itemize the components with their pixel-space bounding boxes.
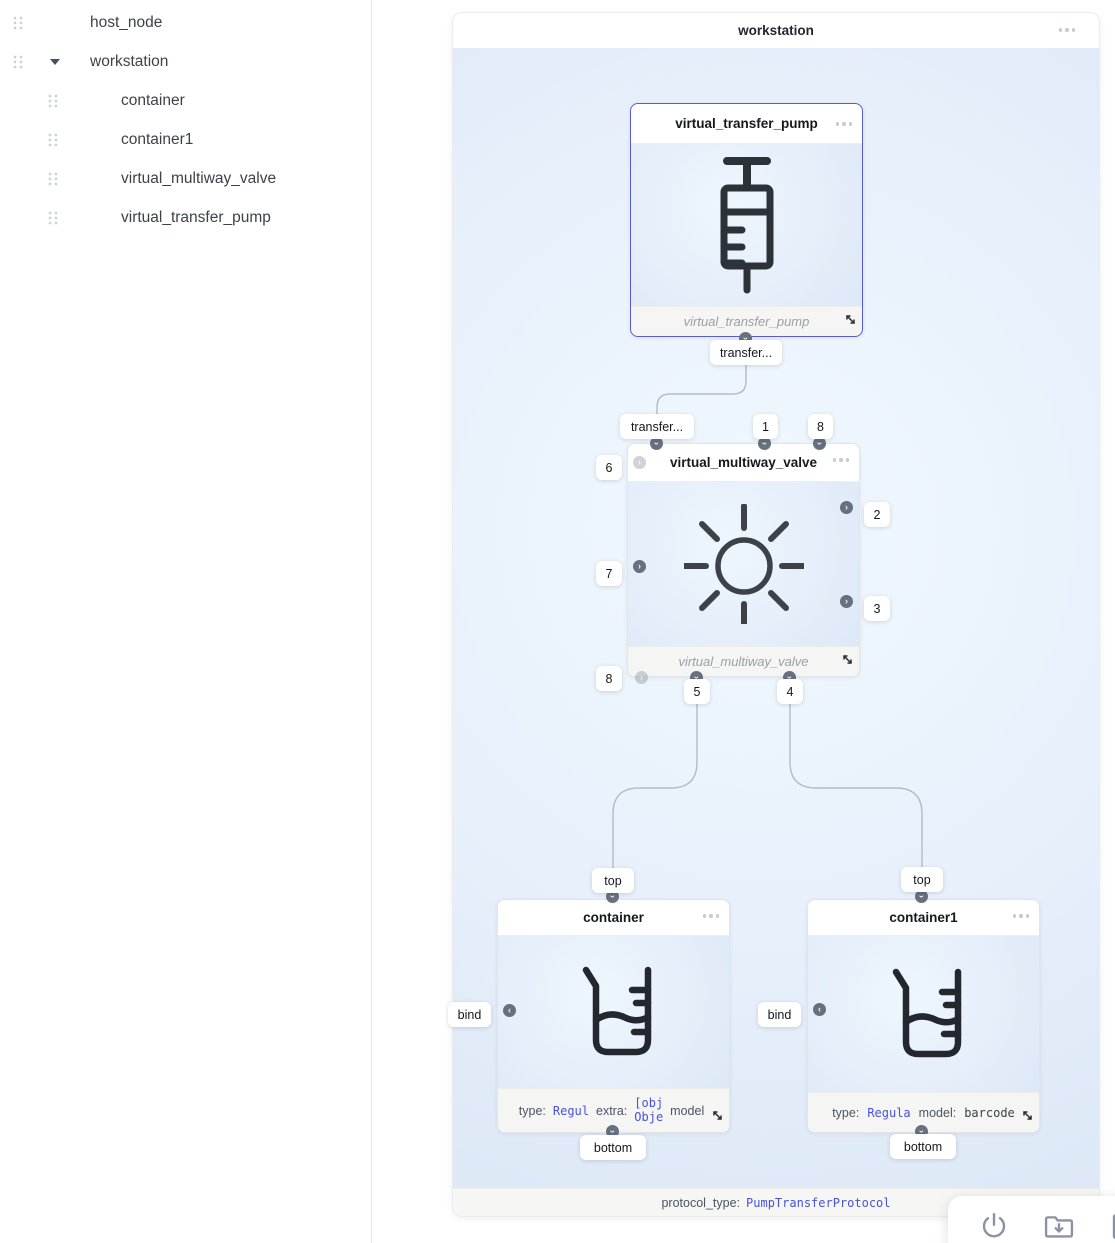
port-label-container-top: top xyxy=(592,868,634,893)
resize-handle-icon[interactable] xyxy=(841,653,854,671)
sidebar-item-host-node[interactable] xyxy=(0,3,370,42)
tree-item-label: container1 xyxy=(121,130,194,148)
node-body xyxy=(628,482,859,646)
sidebar-item-workstation[interactable] xyxy=(0,42,370,81)
node-menu-button[interactable] xyxy=(1013,914,1030,918)
port-label-container1-bottom: bottom xyxy=(890,1134,956,1159)
panel-title: workstation xyxy=(738,23,814,38)
beaker-icon xyxy=(564,962,664,1062)
tree-item-label: virtual_transfer_pump xyxy=(121,208,271,226)
port-label-valve-2: 2 xyxy=(864,502,890,527)
tree-item-label: host_node xyxy=(90,13,163,31)
port-label-container-bind: bind xyxy=(448,1002,491,1027)
syringe-icon xyxy=(701,150,793,300)
model-label: model: xyxy=(918,1105,957,1120)
workstation-panel-header[interactable] xyxy=(453,13,1099,49)
node-menu-button[interactable] xyxy=(833,458,850,462)
drag-handle-icon[interactable] xyxy=(47,132,59,148)
node-title: virtual_transfer_pump xyxy=(675,116,818,131)
type-value: Regula xyxy=(867,1105,911,1120)
node-container1[interactable] xyxy=(807,899,1040,1133)
port-label-valve-4: 4 xyxy=(777,679,803,704)
model-value: barcode xyxy=(964,1105,1015,1120)
tree-item-label: virtual_multiway_valve xyxy=(121,169,277,187)
tree-item-label: workstation xyxy=(90,52,169,70)
drag-handle-icon[interactable] xyxy=(47,93,59,109)
type-label: type: xyxy=(518,1103,546,1118)
save-folder-button[interactable] xyxy=(1043,1211,1075,1241)
drag-handle-icon[interactable] xyxy=(47,210,59,226)
export-file-button[interactable] xyxy=(1109,1211,1115,1241)
file-icon xyxy=(1109,1211,1115,1241)
node-header[interactable] xyxy=(808,900,1039,936)
component-tree-sidebar xyxy=(0,0,372,1243)
port-label-valve-3: 3 xyxy=(864,596,890,621)
port-label-valve-6: 6 xyxy=(596,455,622,480)
extra-value-line1: [obj xyxy=(634,1095,664,1110)
folder-download-icon xyxy=(1043,1211,1075,1241)
type-label: type: xyxy=(832,1105,860,1120)
port-label-pump-transfer: transfer... xyxy=(710,340,782,365)
resize-handle-icon[interactable] xyxy=(844,313,857,331)
node-subtitle: virtual_multiway_valve xyxy=(678,654,809,669)
port-label-container1-bind: bind xyxy=(758,1002,801,1027)
node-virtual-multiway-valve[interactable] xyxy=(627,443,860,677)
power-icon xyxy=(979,1211,1009,1241)
model-label: model xyxy=(670,1103,705,1118)
beaker-icon xyxy=(874,964,974,1064)
port-label-valve-5: 5 xyxy=(684,679,710,704)
type-value: Regul xyxy=(552,1103,589,1118)
node-header[interactable] xyxy=(628,444,859,482)
protocol-type-value: PumpTransferProtocol xyxy=(746,1195,891,1210)
port-dot-valve-6[interactable] xyxy=(633,456,646,469)
port-dot-valve-2[interactable] xyxy=(840,501,853,514)
port-dot-valve-3[interactable] xyxy=(840,595,853,608)
port-label-valve-transfer: transfer... xyxy=(620,414,694,439)
node-title: virtual_multiway_valve xyxy=(669,455,818,470)
node-footer xyxy=(628,646,859,676)
node-title: container xyxy=(583,910,644,925)
sidebar-item-virtual-multiway-valve[interactable] xyxy=(0,159,370,198)
extra-value-line2: Obje xyxy=(634,1109,664,1124)
sidebar-item-virtual-transfer-pump[interactable] xyxy=(0,198,370,237)
node-menu-button[interactable] xyxy=(703,914,720,918)
chevron-down-icon[interactable] xyxy=(50,59,60,65)
node-container[interactable] xyxy=(497,899,730,1133)
sidebar-item-container[interactable] xyxy=(0,81,370,120)
port-label-valve-7: 7 xyxy=(596,561,622,586)
port-label-valve-8-top: 8 xyxy=(808,414,833,439)
panel-menu-button[interactable] xyxy=(1059,28,1076,32)
node-header[interactable] xyxy=(498,900,729,936)
port-dot-container-bind[interactable] xyxy=(503,1004,516,1017)
node-body xyxy=(631,144,862,306)
sidebar-item-container1[interactable] xyxy=(0,120,370,159)
drag-handle-icon[interactable] xyxy=(47,171,59,187)
port-label-container1-top: top xyxy=(901,867,943,892)
node-body xyxy=(808,936,1039,1092)
drag-handle-icon[interactable] xyxy=(12,15,24,31)
drag-handle-icon[interactable] xyxy=(12,54,24,70)
port-label-valve-1: 1 xyxy=(753,414,778,439)
tree-item-label: container xyxy=(121,91,185,109)
node-header[interactable] xyxy=(631,104,862,144)
extra-label: extra: xyxy=(596,1103,628,1118)
valve-icon xyxy=(684,504,804,624)
port-label-valve-8-bottom: 8 xyxy=(596,666,622,691)
node-body xyxy=(498,936,729,1088)
port-dot-valve-8-bottom[interactable] xyxy=(635,671,648,684)
node-virtual-transfer-pump[interactable] xyxy=(630,103,863,337)
port-dot-container1-bind[interactable] xyxy=(813,1003,826,1016)
port-label-container-bottom: bottom xyxy=(580,1135,646,1160)
canvas-action-toolbar xyxy=(948,1196,1115,1243)
node-title: container1 xyxy=(889,910,958,925)
port-dot-valve-7[interactable] xyxy=(633,560,646,573)
resize-handle-icon[interactable] xyxy=(1021,1109,1034,1127)
power-button[interactable] xyxy=(979,1211,1009,1241)
node-subtitle: virtual_transfer_pump xyxy=(683,314,810,329)
protocol-type-label: protocol_type: xyxy=(661,1195,741,1210)
resize-handle-icon[interactable] xyxy=(711,1109,724,1127)
node-menu-button[interactable] xyxy=(836,122,853,126)
